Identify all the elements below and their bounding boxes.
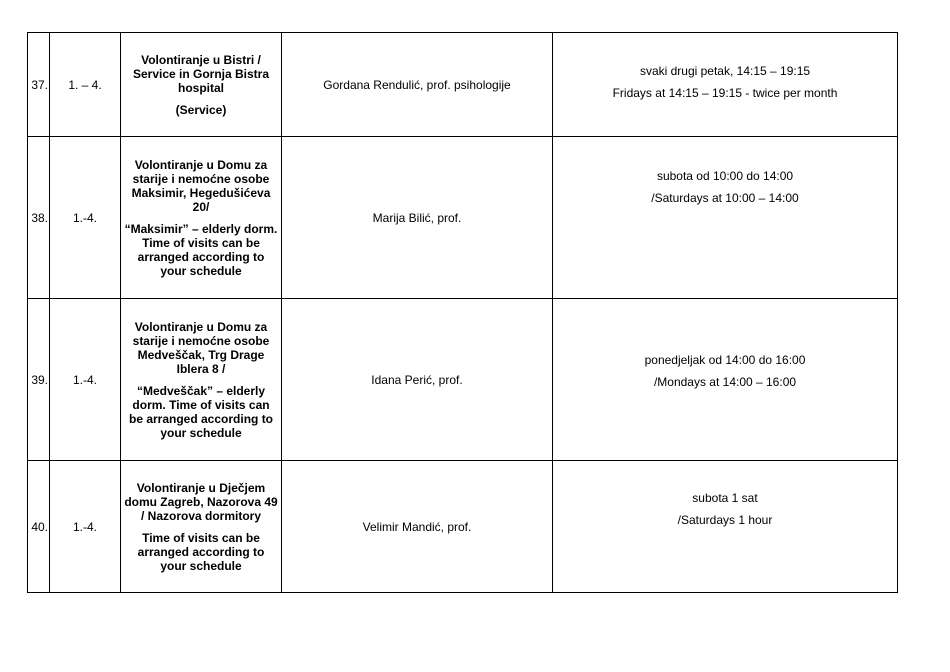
table-row: [28, 461, 898, 593]
activity-cell: [121, 33, 282, 137]
activity-description: Time of visits can be arranged according to your schedule: [137, 530, 265, 573]
mentor-name: Gordana Rendulić, prof. psihologije: [282, 33, 553, 137]
grade-range: 1.-4.: [50, 299, 121, 461]
grade-range: 1.-4.: [50, 461, 121, 593]
row-number: 39.: [28, 299, 50, 461]
activity-cell: [121, 299, 282, 461]
row-number: 37.: [28, 33, 50, 137]
schedule-local: ponedjeljak od 14:00 do 16:00: [644, 353, 806, 367]
schedule-local: svaki drugi petak, 14:15 – 19:15: [639, 64, 811, 78]
table-row: [28, 33, 898, 137]
schedule-english: /Saturdays 1 hour: [677, 513, 773, 527]
activity-title: Volontiranje u Domu za starije i nemoćne osobe Medveščak, Trg Drage Iblera 8 /: [132, 319, 270, 376]
schedule-cell: [553, 137, 898, 299]
activity-description: “Maksimir” – elderly dorm. Time of visits can be arranged according to your schedule: [124, 221, 278, 278]
schedule-cell: [553, 299, 898, 461]
schedule-english: /Saturdays at 10:00 – 14:00: [651, 191, 799, 205]
activities-table: [27, 32, 898, 593]
activity-description: “Medveščak” – elderly dorm. Time of visits can be arranged according to your schedule: [128, 383, 274, 440]
table-row: [28, 299, 898, 461]
row-number: 38.: [28, 137, 50, 299]
mentor-name: Idana Perić, prof.: [282, 299, 553, 461]
schedule-english: /Mondays at 14:00 – 16:00: [653, 375, 797, 389]
row-number: 40.: [28, 461, 50, 593]
grade-range: 1.-4.: [50, 137, 121, 299]
activity-cell: [121, 137, 282, 299]
schedule-local: subota 1 sat: [692, 491, 758, 505]
activity-cell: [121, 461, 282, 593]
schedule-english: Fridays at 14:15 – 19:15 - twice per month: [612, 86, 838, 100]
activity-description: (Service): [175, 102, 227, 117]
table-row: [28, 137, 898, 299]
activity-title: Volontiranje u Dječjem domu Zagreb, Nazorova 49 / Nazorova dormitory: [124, 480, 278, 523]
schedule-cell: [553, 33, 898, 137]
schedule-local: subota od 10:00 do 14:00: [656, 169, 794, 183]
activity-title: Volontiranje u Bistri / Service in Gornja Bistra hospital: [132, 52, 270, 95]
activity-title: Volontiranje u Domu za starije i nemoćne osobe Maksimir, Hegedušićeva 20/: [131, 157, 271, 214]
schedule-cell: [553, 461, 898, 593]
mentor-name: Velimir Mandić, prof.: [282, 461, 553, 593]
grade-range: 1. – 4.: [50, 33, 121, 137]
mentor-name: Marija Bilić, prof.: [282, 137, 553, 299]
